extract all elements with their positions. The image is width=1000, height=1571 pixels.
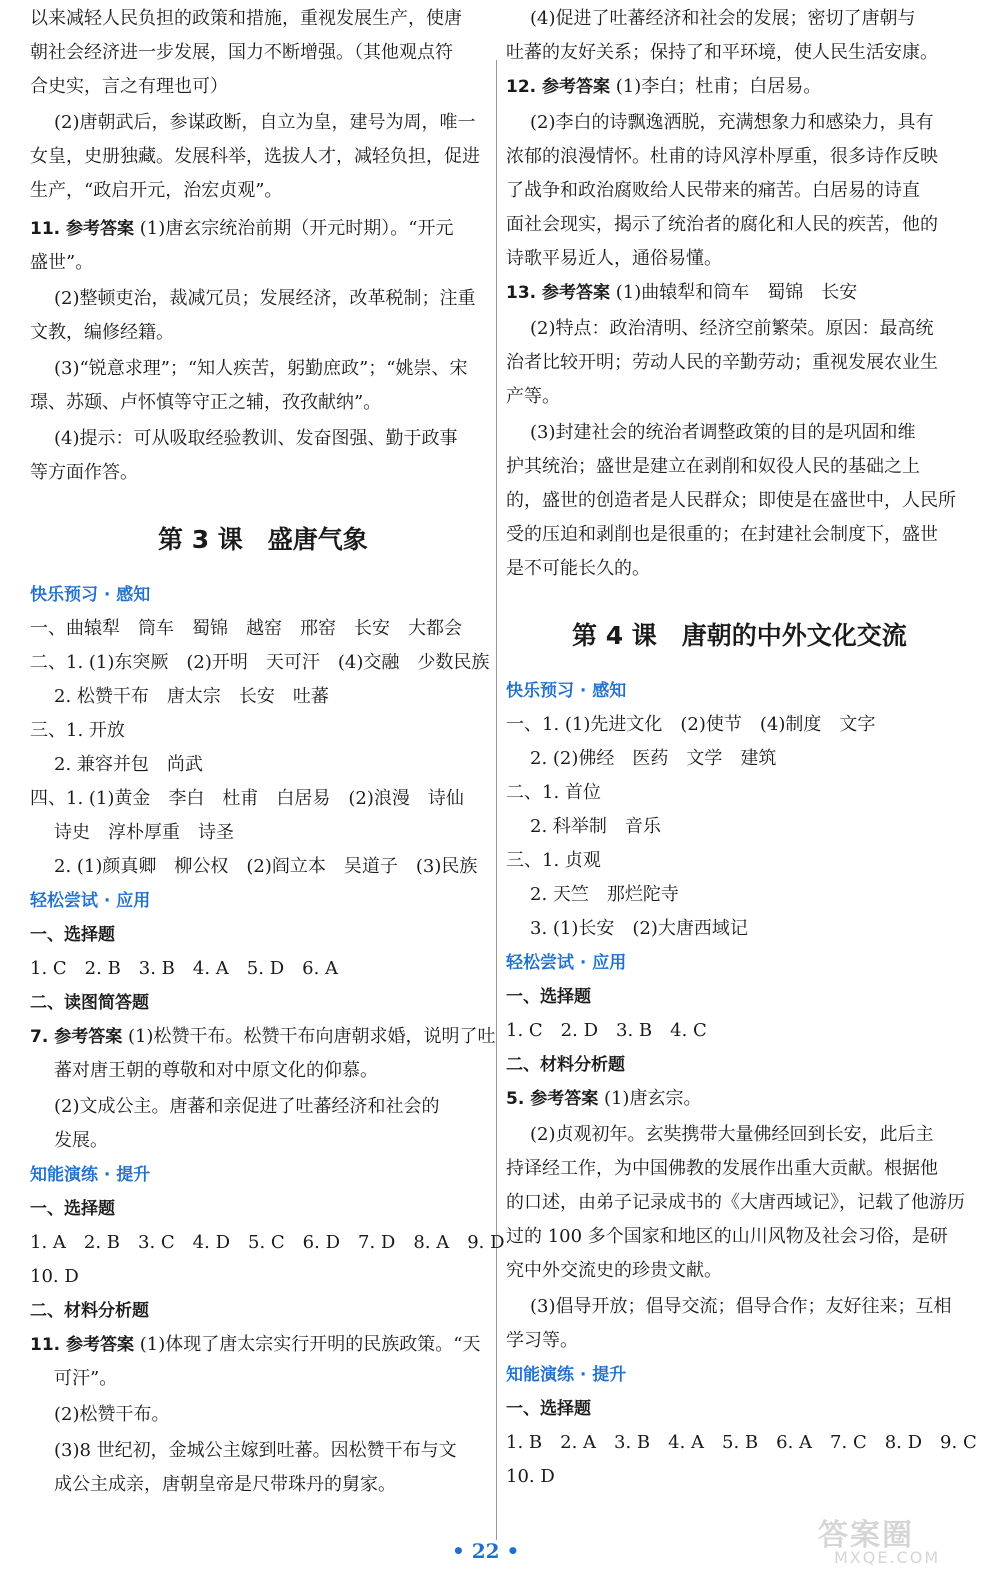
text-line: 女皇，史册独藏。发展科举，选拔人才，减轻负担，促进 xyxy=(30,146,480,167)
subheading: 二、材料分析题 xyxy=(506,1055,625,1075)
text-line: (3)封建社会的统治者调整政策的目的是巩固和维 xyxy=(530,422,916,443)
text-line: 的口述，由弟子记录成书的《大唐西域记》，记载了他游历 xyxy=(506,1192,965,1213)
text-line: 三、1. 开放 xyxy=(30,720,125,741)
text-line: (2)贞观初年。玄奘携带大量佛经回到长安，此后主 xyxy=(530,1124,934,1145)
text-line: 2. 天竺 那烂陀寺 xyxy=(530,884,679,905)
text-line: 文教，编修经籍。 xyxy=(30,322,174,343)
text-line: 以来减轻人民负担的政策和措施，重视发展生产，使唐 xyxy=(30,8,462,29)
column-divider xyxy=(496,60,497,1540)
text-line: 发展。 xyxy=(54,1130,108,1151)
text-line: (2)李白的诗飘逸洒脱，充满想象力和感染力，具有 xyxy=(530,112,934,133)
text-line: (4)促进了吐蕃经济和社会的发展；密切了唐朝与 xyxy=(530,8,916,29)
text-line: 2. 科举制 音乐 xyxy=(530,816,661,837)
text-line: 生产，“政启开元，治宏贞观”。 xyxy=(30,180,283,201)
lesson-3-title: 第 3 课 盛唐气象 xyxy=(158,525,368,554)
text-line: 诗歌平易近人，通俗易懂。 xyxy=(506,248,722,269)
subheading: 一、选择题 xyxy=(506,987,591,1007)
answer-12 xyxy=(506,76,821,98)
text-line: 1. C 2. D 3. B 4. C xyxy=(506,1020,707,1041)
text-line: 2. (2)佛经 医药 文学 建筑 xyxy=(530,748,777,769)
text-line: 学习等。 xyxy=(506,1330,578,1351)
text-line: 治者比较开明；劳动人民的辛勤劳动；重视发展农业生 xyxy=(506,352,938,373)
text-line: 成公主成亲，唐朝皇帝是尺带珠丹的舅家。 xyxy=(54,1474,396,1495)
text-line: 朝社会经济进一步发展，国力不断增强。（其他观点符 xyxy=(30,42,453,63)
text-line: 1. C 2. B 3. B 4. A 5. D 6. A xyxy=(30,958,339,979)
text-line: (3)“锐意求理”；“知人疾苦，躬勤庶政”；“姚崇、宋 xyxy=(54,358,468,379)
text-line: 一、1. (1)先进文化 (2)使节 (4)制度 文字 xyxy=(506,714,876,735)
section-practice: 知能演练 · 提升 xyxy=(506,1365,627,1385)
text-line: 合史实，言之有理也可） xyxy=(30,76,228,97)
text-line: 可汗”。 xyxy=(54,1368,118,1389)
text-line: (4)提示：可从吸取经验教训、发奋图强、勤于政事 xyxy=(54,428,458,449)
text-line: 1. B 2. A 3. B 4. A 5. B 6. A 7. C 8. D 9. C xyxy=(506,1432,977,1453)
subheading: 一、选择题 xyxy=(506,1399,591,1419)
answer-5 xyxy=(506,1088,701,1110)
lesson-4-title: 第 4 课 唐朝的中外文化交流 xyxy=(572,621,907,650)
answer-text: (1)唐玄宗。 xyxy=(603,1088,702,1109)
section-try: 轻松尝试 · 应用 xyxy=(30,891,151,911)
text-line: 吐蕃的友好关系；保持了和平环境，使人民生活安康。 xyxy=(506,42,938,63)
text-line: 持译经工作，为中国佛教的发展作出重大贡献。根据他 xyxy=(506,1158,938,1179)
text-line: (2)整顿吏治，裁减冗员；发展经济，改革税制；注重 xyxy=(54,288,476,309)
text-line: 受的压迫和剥削也是很重的；在封建社会制度下，盛世 xyxy=(506,524,938,545)
subheading: 二、材料分析题 xyxy=(30,1301,149,1321)
watermark-logo xyxy=(818,1510,986,1568)
text-line: 一、曲辕犁 筒车 蜀锦 越窑 邢窑 长安 大都会 xyxy=(30,618,462,639)
answer-label: 12. 参考答案 xyxy=(506,77,611,97)
text-line: 1. A 2. B 3. C 4. D 5. C 6. D 7. D 8. A 9. D xyxy=(30,1232,505,1253)
text-line: 浓郁的浪漫情怀。杜甫的诗风淳朴厚重，很多诗作反映 xyxy=(506,146,938,167)
answer-label: 11. 参考答案 xyxy=(30,1335,135,1355)
text-line: 等方面作答。 xyxy=(30,462,138,483)
watermark-text: 答案圈 xyxy=(818,1518,914,1553)
text-line: 诗史 淳朴厚重 诗圣 xyxy=(54,822,234,843)
text-line: 2. 兼容并包 尚武 xyxy=(54,754,203,775)
text-line: 璟、苏颋、卢怀慎等守正之辅，孜孜献纳”。 xyxy=(30,392,382,413)
answer-text: (1)曲辕犁和筒车 蜀锦 长安 xyxy=(615,282,858,303)
section-preview: 快乐预习 · 感知 xyxy=(30,585,151,605)
answer-13 xyxy=(506,282,857,304)
text-line: (2)松赞干布。 xyxy=(54,1404,170,1425)
answer-label: 13. 参考答案 xyxy=(506,283,611,303)
text-line: 是不可能长久的。 xyxy=(506,558,650,579)
text-line: 二、1. (1)东突厥 (2)开明 天可汗 (4)交融 少数民族 xyxy=(30,652,490,673)
subheading: 一、选择题 xyxy=(30,1199,115,1219)
answer-label: 11. 参考答案 xyxy=(30,219,135,239)
text-line: 三、1. 贞观 xyxy=(506,850,601,871)
answer-text: (1)唐玄宗统治前期（开元时期）。“开元 xyxy=(139,218,454,239)
watermark-url: MXQE.COM xyxy=(834,1548,941,1567)
text-line: (2)特点：政治清明、经济空前繁荣。原因：最高统 xyxy=(530,318,934,339)
text-line: 四、1. (1)黄金 李白 杜甫 白居易 (2)浪漫 诗仙 xyxy=(30,788,464,809)
subheading: 一、选择题 xyxy=(30,925,115,945)
answer-text: (1)松赞干布。松赞干布向唐朝求婚，说明了吐 xyxy=(127,1026,496,1047)
answer-text: (1)李白；杜甫；白居易。 xyxy=(615,76,822,97)
page-number: • 22 • xyxy=(452,1539,520,1563)
text-line: 3. (1)长安 (2)大唐西域记 xyxy=(530,918,748,939)
subheading: 二、读图简答题 xyxy=(30,993,149,1013)
section-try: 轻松尝试 · 应用 xyxy=(506,953,627,973)
answer-text: (1)体现了唐太宗实行开明的民族政策。“天 xyxy=(139,1334,481,1355)
answer-label: 7. 参考答案 xyxy=(30,1027,123,1047)
text-line: (2)文成公主。唐蕃和亲促进了吐蕃经济和社会的 xyxy=(54,1096,440,1117)
text-line: 的，盛世的创造者是人民群众；即使是在盛世中，人民所 xyxy=(506,490,956,511)
text-line: 盛世”。 xyxy=(30,252,94,273)
text-line: (2)唐朝武后，参谋政断，自立为皇，建号为周，唯一 xyxy=(54,112,476,133)
text-line: 2. (1)颜真卿 柳公权 (2)阎立本 吴道子 (3)民族 xyxy=(54,856,478,877)
section-preview: 快乐预习 · 感知 xyxy=(506,681,627,701)
text-line: (3)8 世纪初，金城公主嫁到吐蕃。因松赞干布与文 xyxy=(54,1440,457,1461)
text-line: 产等。 xyxy=(506,386,560,407)
answer-7 xyxy=(30,1026,495,1048)
text-line: 2. 松赞干布 唐太宗 长安 吐蕃 xyxy=(54,686,329,707)
answer-11 xyxy=(30,218,453,240)
text-line: 二、1. 首位 xyxy=(506,782,601,803)
text-line: 究中外交流史的珍贵文献。 xyxy=(506,1260,722,1281)
text-line: 蕃对唐王朝的尊敬和对中原文化的仰慕。 xyxy=(54,1060,378,1081)
text-line: 10. D xyxy=(30,1266,79,1287)
section-practice: 知能演练 · 提升 xyxy=(30,1165,151,1185)
text-line: 10. D xyxy=(506,1466,555,1487)
text-line: 面社会现实，揭示了统治者的腐化和人民的疾苦，他的 xyxy=(506,214,938,235)
text-line: 过的 100 多个国家和地区的山川风物及社会习俗，是研 xyxy=(506,1226,948,1247)
answer-label: 5. 参考答案 xyxy=(506,1089,599,1109)
text-line: (3)倡导开放；倡导交流；倡导合作；友好往来；互相 xyxy=(530,1296,952,1317)
text-line: 了战争和政治腐败给人民带来的痛苦。白居易的诗直 xyxy=(506,180,920,201)
answer-11b xyxy=(30,1334,480,1356)
text-line: 护其统治；盛世是建立在剥削和奴役人民的基础之上 xyxy=(506,456,920,477)
